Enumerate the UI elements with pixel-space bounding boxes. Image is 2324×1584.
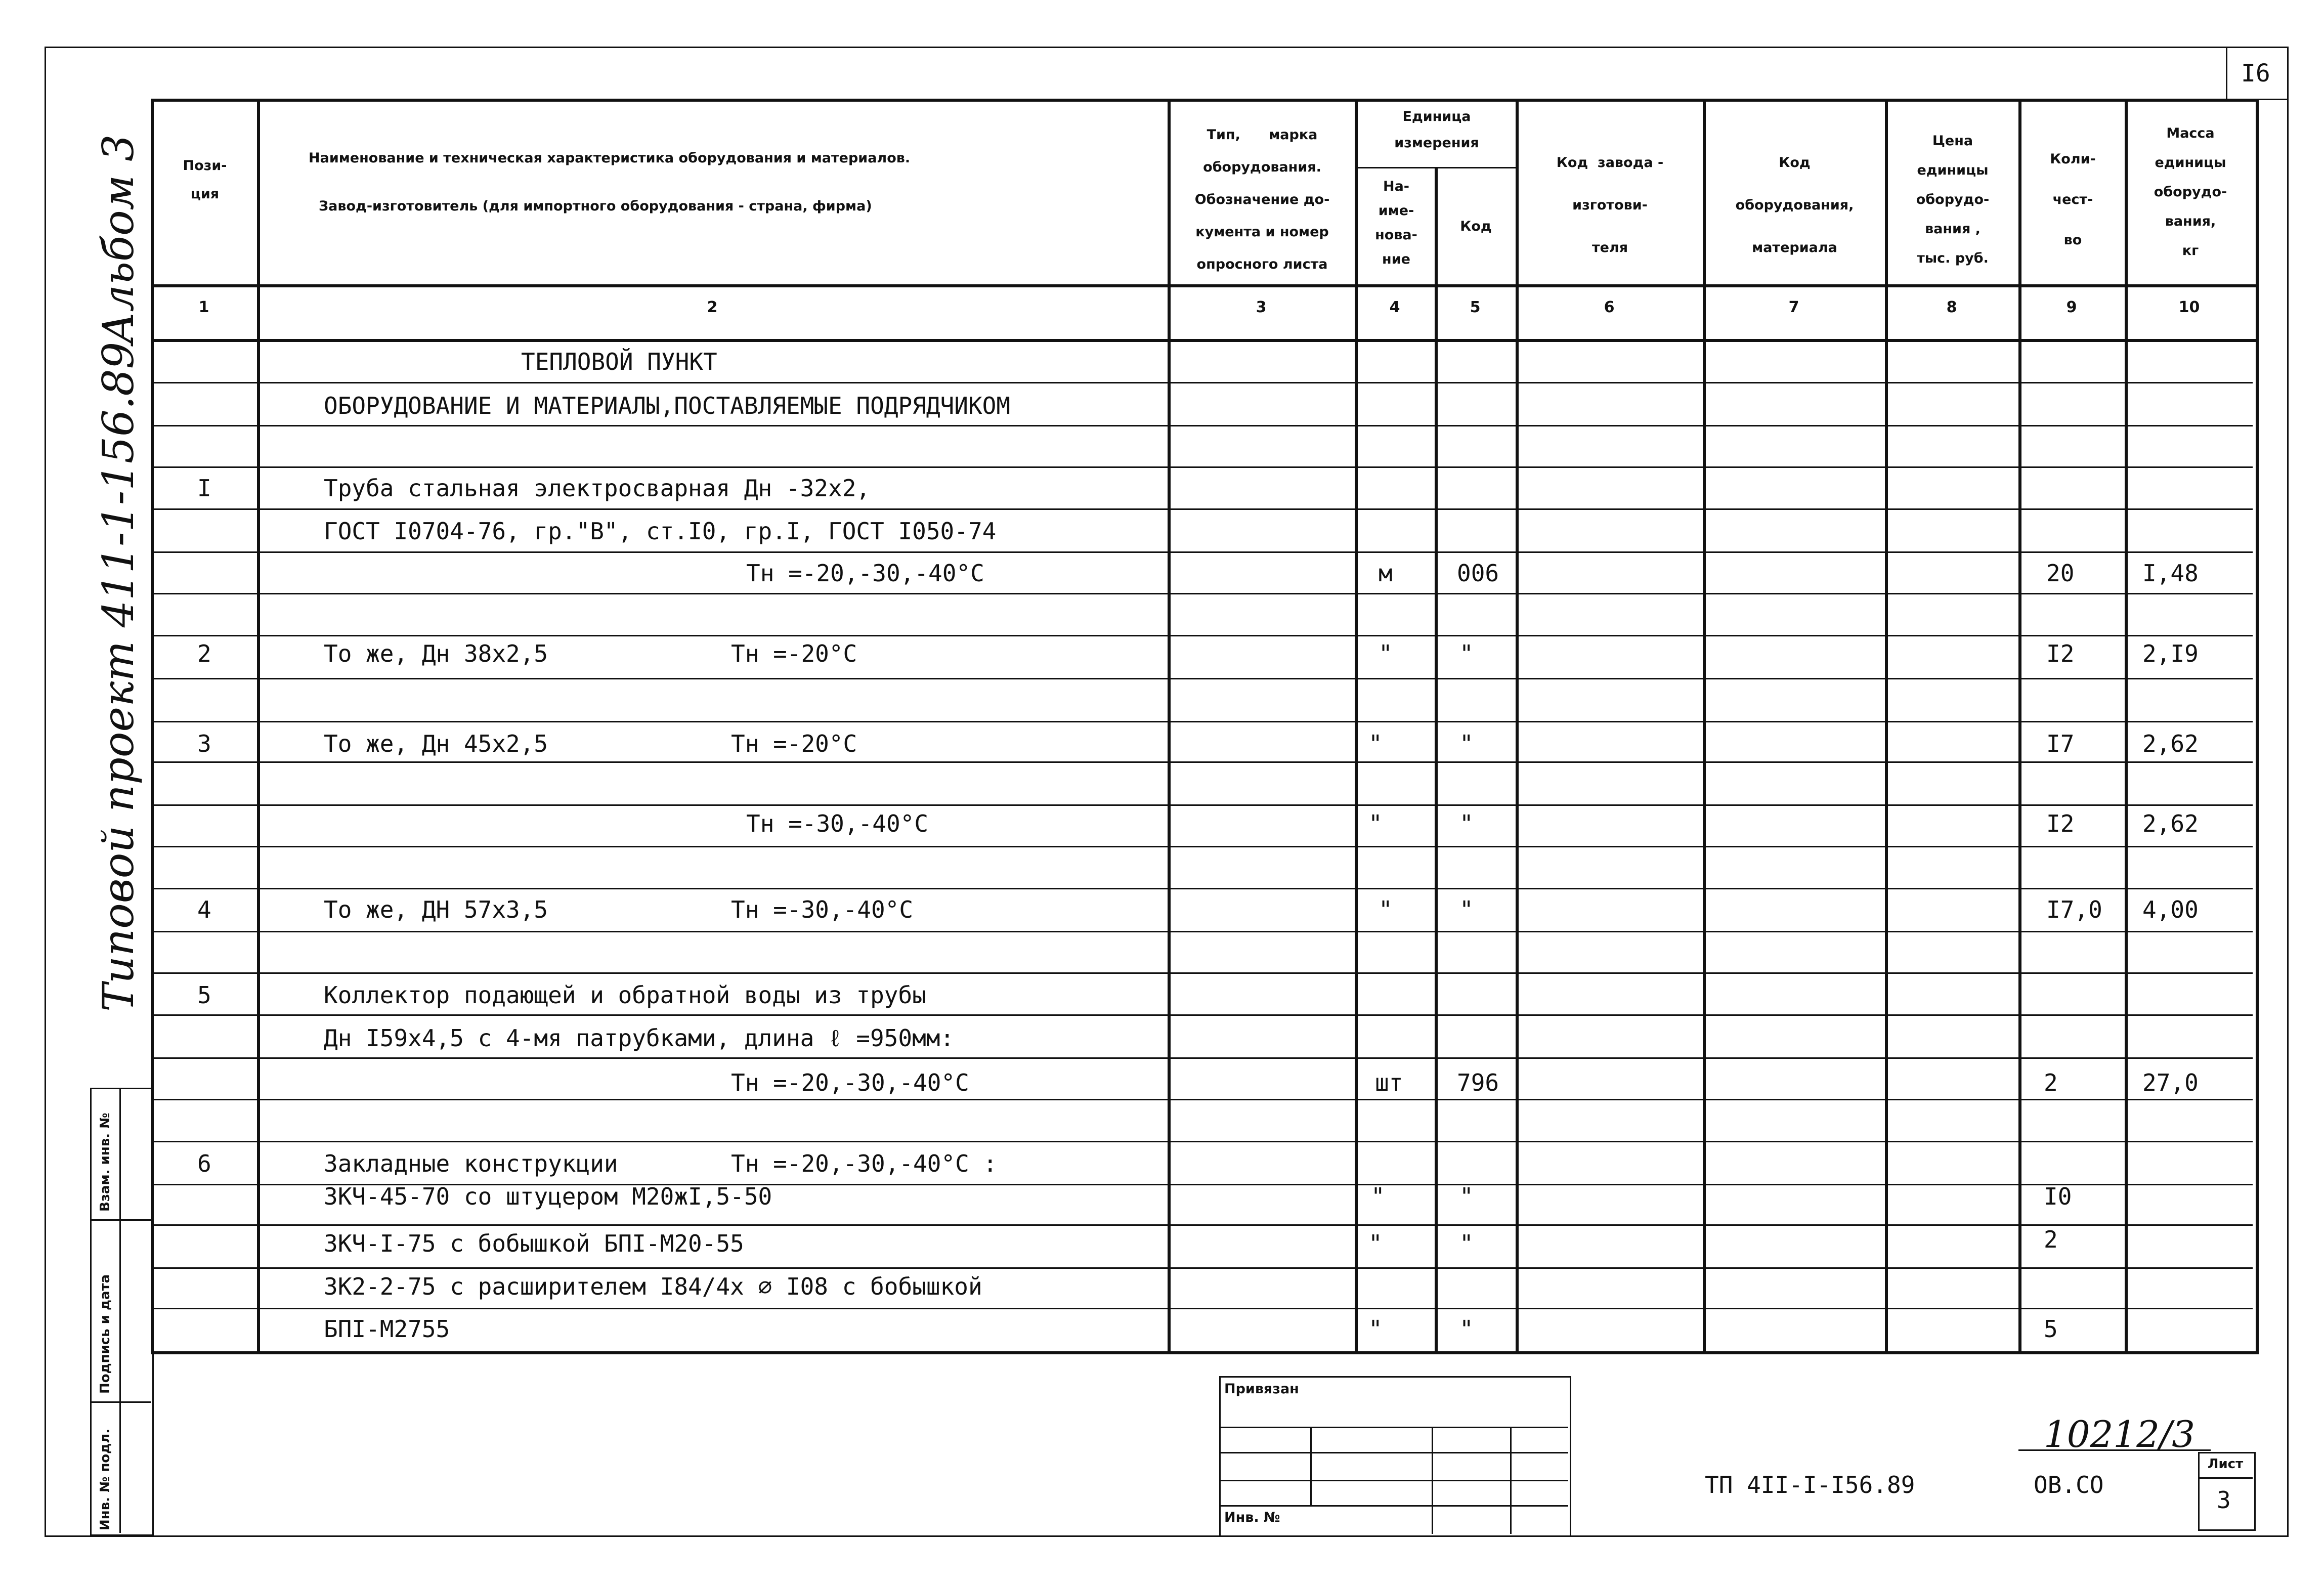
table-row-name: То же, Дн 38х2,5 (324, 640, 548, 667)
stamp-line (1510, 1427, 1512, 1534)
stamp-line (1219, 1427, 1568, 1428)
table-row-name: Труба стальная электросварная Дн -32х2, (324, 475, 871, 502)
row-line (151, 551, 2253, 553)
handwritten-number: 10212/3 (2044, 1413, 2196, 1455)
stamp-line (2018, 1449, 2211, 1451)
table-row-mass: 4,00 (2142, 896, 2199, 923)
table-row-name: ГОСТ I0704-76, гр."В", ст.I0, гр.I, ГОСТ I050-74 (324, 518, 997, 545)
table-row-qty: 2 (2044, 1226, 2058, 1253)
header-position: Пози- ция (183, 158, 227, 202)
table-row-code: " (1459, 1230, 1474, 1257)
side-stamp-inv-podl: Инв. № подл. (98, 1428, 113, 1530)
table-row-name: Коллектор подающей и обратной воды из трубы (324, 981, 926, 1009)
row-line (151, 1099, 2253, 1100)
stamp-line (1432, 1427, 1433, 1534)
column-number: 5 (1470, 298, 1481, 316)
header-type: Тип, марка оборудования. Обозначение до- кумента и номер опросного листа (1194, 127, 1330, 272)
table-row-name: Закладные конструкции (324, 1150, 618, 1177)
table-row-code: " (1459, 1183, 1474, 1210)
header-equipment-code: Код оборудования, материала (1735, 155, 1854, 255)
table-row-code: " (1459, 730, 1474, 757)
row-line (151, 466, 2253, 468)
table-row-mass: I,48 (2142, 560, 2199, 587)
table-row-unit: " (1368, 1315, 1383, 1343)
row-line (151, 635, 2253, 636)
table-row-unit: " (1379, 896, 1393, 923)
header-name-line2: Завод-изготовитель (для импортного оборудования - страна, фирма) (319, 198, 872, 214)
table-row-code: " (1459, 810, 1474, 837)
side-stamp-podpis: Подпись и дата (98, 1274, 113, 1394)
sheet-label: Лист (2207, 1457, 2244, 1472)
table-row-unit: " (1379, 640, 1393, 667)
table-row-name: То же, ДН 57х3,5 (324, 896, 548, 923)
row-line (151, 888, 2253, 889)
side-title-project: Типовой проект 411-1-156.89 (94, 341, 143, 1012)
row-line (151, 1308, 2253, 1309)
row-line (151, 593, 2253, 594)
header-bottom (151, 284, 2256, 287)
row-line (151, 508, 2253, 510)
table-row-unit: " (1368, 810, 1383, 837)
table-row-qty: 5 (2044, 1315, 2058, 1343)
table-row-unit: " (1368, 1230, 1383, 1257)
side-stamp-vzam: Взам. инв. № (98, 1112, 113, 1212)
table-row-name: То же, Дн 45х2,5 (324, 730, 548, 757)
row-line (151, 678, 2253, 679)
column-number: 8 (1946, 298, 1957, 316)
table-row-name: Тн =-20,-30,-40°С (746, 560, 984, 587)
table-row-temp: Тн =-20,-30,-40°С : (731, 1150, 998, 1177)
row-line (151, 721, 2253, 722)
table-row-pos: 3 (197, 730, 211, 757)
column-number: 10 (2178, 298, 2200, 316)
row-line (151, 425, 2253, 426)
table-row-qty: I7 (2046, 730, 2075, 757)
header-quantity: Коли- чест- во (2050, 151, 2096, 248)
table-row-temp: Тн =-30,-40°С (731, 896, 914, 923)
table-row-name: Тн =-20,-30,-40°С (731, 1069, 969, 1096)
column-number: 6 (1604, 298, 1615, 316)
column-number: 4 (1389, 298, 1400, 316)
stamp-line (1310, 1427, 1312, 1505)
table-row-name: ЗК2-2-75 с расширителем I84/4х ∅ I08 с бобышкой (324, 1273, 982, 1300)
header-unit-code: Код (1460, 219, 1492, 234)
table-row-temp: Тн =-20°С (731, 640, 857, 667)
colnum-bottom (151, 339, 2256, 342)
header-unit-group: Единица измерения (1394, 109, 1479, 151)
table-row-name: Дн I59х4,5 с 4-мя патрубками, длина ℓ =950мм: (324, 1024, 955, 1052)
column-number: 9 (2066, 298, 2077, 316)
table-row-qty: I0 (2044, 1183, 2072, 1210)
table-row-qty: 20 (2046, 560, 2075, 587)
side-stamp-divider (119, 1088, 121, 1533)
table-row-code: " (1459, 640, 1474, 667)
side-title-album: Альбом 3 (94, 134, 143, 344)
table-row-code: " (1459, 1315, 1474, 1343)
header-price: Цена единицы оборудо- вания , тыс. руб. (1916, 133, 1990, 266)
table-row-name: БПI-М2755 (324, 1315, 450, 1343)
table-row-pos: I (197, 475, 211, 502)
table-row-unit: м (1379, 560, 1393, 587)
table-row-qty: I7,0 (2046, 896, 2102, 923)
header-mass: Масса единицы оборудо- вания, кг (2154, 125, 2227, 259)
table-row-pos: 6 (197, 1150, 211, 1177)
column-number: 3 (1256, 298, 1267, 316)
table-row-qty: 2 (2044, 1069, 2058, 1096)
row-line (151, 1014, 2253, 1016)
header-unit-name: На- име- нова- ние (1375, 179, 1417, 267)
stamp-line (1219, 1452, 1568, 1453)
col-divider (1435, 167, 1438, 1351)
privyazan-label: Привязан (1224, 1381, 1299, 1397)
stamp-line (1219, 1480, 1568, 1481)
doc-suffix: ОВ.СО (2034, 1471, 2104, 1499)
table-row-pos: 4 (197, 896, 211, 923)
row-line (151, 1057, 2253, 1059)
row-line (151, 931, 2253, 932)
table-row-unit: " (1368, 730, 1383, 757)
row-line (151, 804, 2253, 806)
table-row-pos: 2 (197, 640, 211, 667)
column-number: 1 (198, 298, 209, 316)
doc-code: ТП 4II-I-I56.89 (1705, 1471, 1915, 1499)
table-row-mass: 27,0 (2142, 1069, 2199, 1096)
table-row-mass: 2,62 (2142, 730, 2199, 757)
table-row-mass: 2,I9 (2142, 640, 2199, 667)
corner-number: I6 (2241, 59, 2270, 88)
column-number: 7 (1788, 298, 1799, 316)
sheet-number: 3 (2217, 1486, 2231, 1514)
table-row-name: ЗКЧ-I-75 с бобышкой БПI-М20-55 (324, 1230, 744, 1257)
row-line (151, 846, 2253, 847)
header-name-line1: Наименование и техническая характеристика оборудования и материалов. (309, 150, 911, 166)
table-row-temp: Тн =-20°С (731, 730, 857, 757)
table-row-code: 796 (1457, 1069, 1499, 1096)
inv-no-label: Инв. № (1224, 1510, 1280, 1525)
table-row-mass: 2,62 (2142, 810, 2199, 837)
table-row-name: ТЕПЛОВОЙ ПУНКТ (521, 348, 717, 375)
row-line (151, 382, 2253, 383)
table-row-unit: шт (1375, 1069, 1403, 1096)
table-row-code: " (1459, 896, 1474, 923)
table-row-pos: 5 (197, 981, 211, 1009)
table-row-unit: " (1371, 1183, 1385, 1210)
table-row-name: ЗКЧ-45-70 со штуцером М20жI,5-50 (324, 1183, 772, 1210)
row-line (151, 972, 2253, 974)
header-subdivider (1355, 167, 1516, 168)
row-line (151, 1267, 2253, 1269)
column-number: 2 (707, 298, 718, 316)
table-row-qty: I2 (2046, 640, 2075, 667)
table-row-qty: I2 (2046, 810, 2075, 837)
table-row-code: 006 (1457, 560, 1499, 587)
header-factory-code: Код завода - изготови- теля (1556, 155, 1664, 255)
row-line (151, 1224, 2253, 1226)
row-line (151, 761, 2253, 763)
table-row-name: Тн =-30,-40°С (746, 810, 929, 837)
table-row-name: ОБОРУДОВАНИЕ И МАТЕРИАЛЫ,ПОСТАВЛЯЕМЫЕ ПОДРЯДЧИКОМ (324, 392, 1011, 419)
row-line (151, 1141, 2253, 1142)
